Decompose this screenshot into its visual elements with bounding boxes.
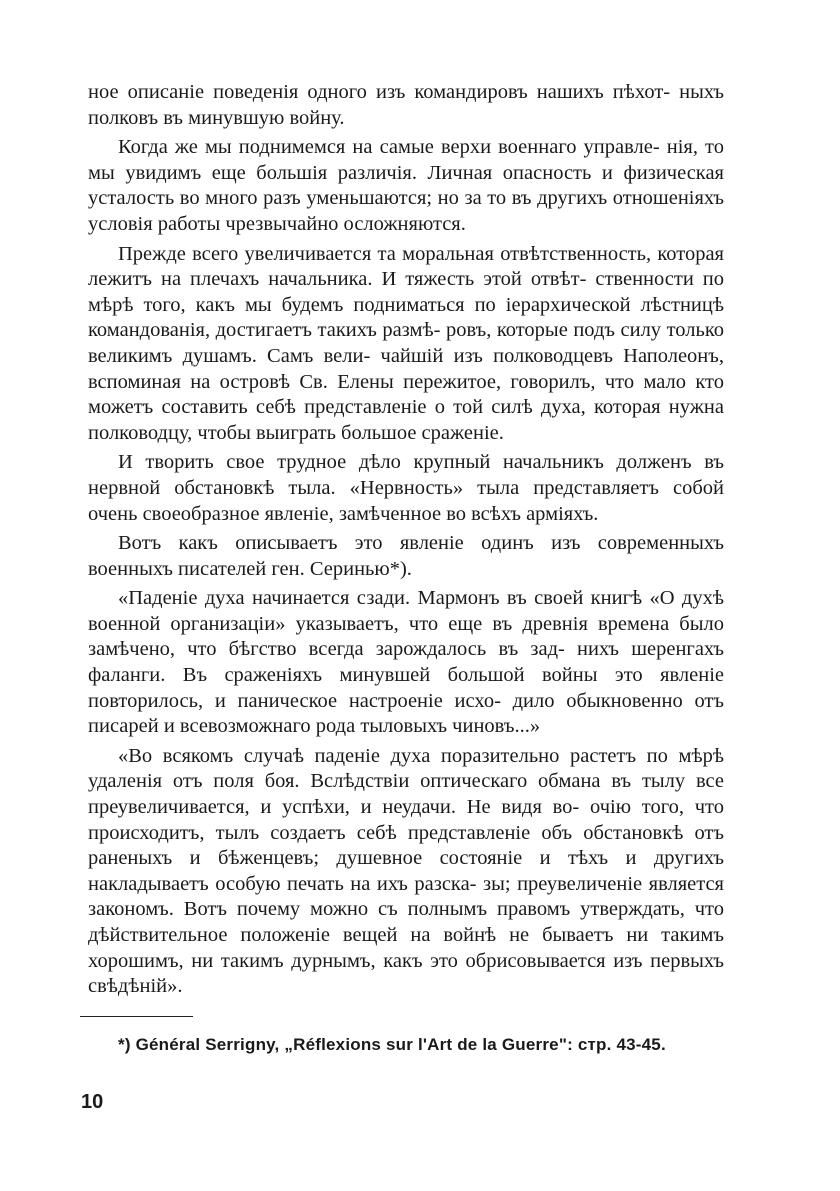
footnote-divider (80, 1016, 193, 1017)
page-number: 10 (81, 1091, 104, 1113)
body-text (88, 80, 724, 1004)
paragraph-command-levels: Когда же мы поднимемся на самые верхи военнаго управле- нія, то мы увидимъ еще большія различія. Личная опасность и физическая усталость во много разъ уменьшаются; но за то въ другихъ отношеніяхъ условія работы чрезвычайно осложняются. (88, 136, 724, 235)
footnote: *) Général Serrigny, „Réflexions sur l'Art de la Guerre": стр. 43-45. (118, 1035, 666, 1054)
paragraph-continuation: ное описаніе поведенія одного изъ командировъ нашихъ пѣхот- ныхъ полковъ въ минувшую войну. (88, 81, 724, 129)
paragraph-moral-responsibility: Прежде всего увеличивается та моральная отвѣтственность, которая лежитъ на плечахъ начальника. И тяжесть этой отвѣт- ственности по мѣрѣ того, какъ мы будемъ подниматься по іерархической лѣстницѣ командованія, достигаетъ такихъ размѣ- ровъ, которые подъ силу только великимъ душамъ. Самъ вели- чайшій изъ полководцевъ Наполеонъ, вспоминая на островѣ Св. Елены пережитое, говорилъ, что мало кто можетъ составить себѣ представленіе о той силѣ духа, которая нужна полководцу, чтобы выиграть большое сраженіе. (88, 242, 724, 444)
paragraph-serrigny-intro: Вотъ какъ описываетъ это явленіе одинъ изъ современныхъ военныхъ писателей ген. Серинью*). (88, 532, 724, 580)
paragraph-quote-marmont: «Паденіе духа начинается сзади. Мармонъ въ своей книгѣ «О духѣ военной организаціи» указываетъ, что еще въ древнія времена было замѣчено, что бѣгство всегда зарождалось въ зад- нихъ шеренгахъ фаланги. Въ сраженіяхъ минувшей большой войны это явленіе повторилось, и паническое настроеніе исхо- дило обыкновенно отъ писарей и всевозможнаго рода тыловыхъ чиновъ...» (88, 587, 724, 738)
paragraph-quote-distance: «Во всякомъ случаѣ паденіе духа поразительно растетъ по мѣрѣ удаленія отъ поля боя. Вслѣдствіи оптическаго обмана въ тылу все преувеличивается, и успѣхи, и неудачи. Не видя во- очію того, что происходитъ, тылъ создаетъ себѣ представленіе объ обстановкѣ отъ раненыхъ и бѣженцевъ; душевное состояніе и тѣхъ и другихъ накладываетъ особую печать на ихъ разска- зы; преувеличеніе является закономъ. Вотъ почему можно съ полнымъ правомъ утверждать, что дѣйствительное положеніе вещей на войнѣ не бываетъ ни такимъ хорошимъ, ни такимъ дурнымъ, какъ это обрисовывается изъ первыхъ свѣдѣній». (88, 744, 724, 998)
paragraph-rear-nervousness: И творить свое трудное дѣло крупный начальникъ долженъ въ нервной обстановкѣ тыла. «Нервность» тыла представляетъ собой очень своеобразное явленіе, замѣченное во всѣхъ арміяхъ. (88, 451, 724, 525)
